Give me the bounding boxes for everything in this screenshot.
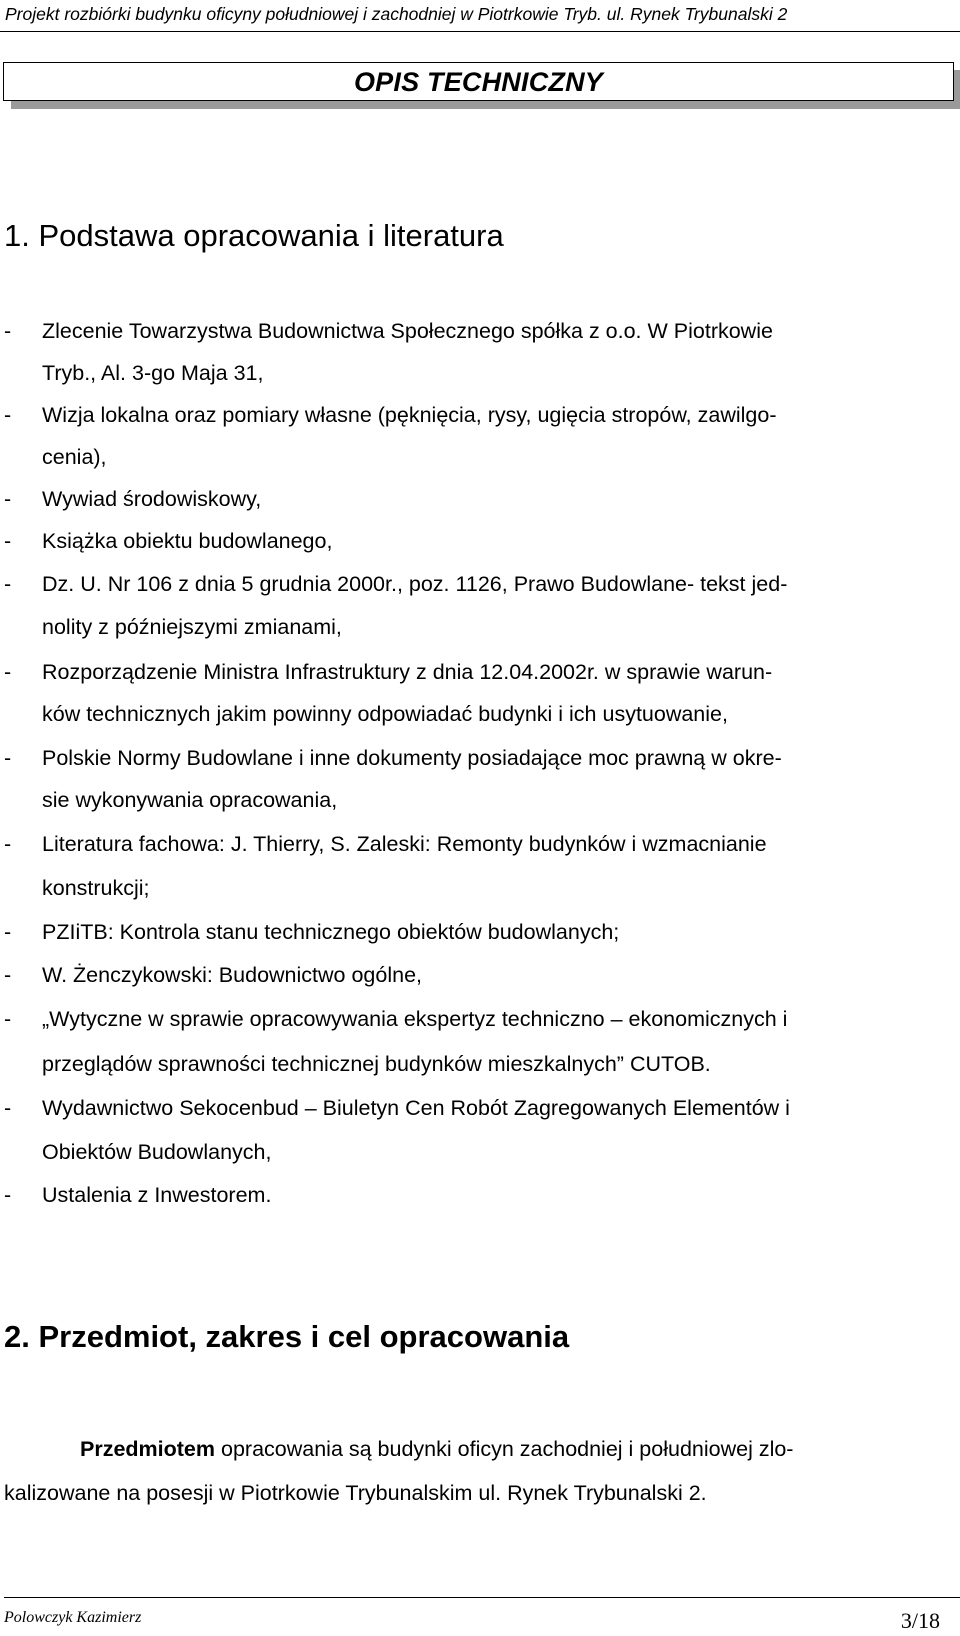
page-number: 3/18 (900, 1608, 940, 1633)
running-header: Projekt rozbiórki budynku oficyny południowej i zachodniej w Piotrkowie Tryb. ul. Rynek Trybunalski 2 (5, 4, 788, 24)
list-item-line: Tryb., Al. 3-go Maja 31, (42, 361, 264, 385)
list-bullet: - (4, 572, 12, 596)
list-item-line: Wizja lokalna oraz pomiary własne (pęknięcia, rysy, ugięcia stropów, zawilgo- (42, 403, 777, 427)
list-item-line: cenia), (42, 445, 107, 469)
paragraph-line-1 (80, 1431, 793, 1467)
list-bullet: - (4, 746, 12, 770)
list-item-line: Wywiad środowiskowy, (42, 487, 262, 511)
list-bullet: - (4, 487, 12, 511)
list-item-line: Ustalenia z Inwestorem. (42, 1183, 272, 1207)
list-bullet: - (4, 403, 12, 427)
list-item-line: Wydawnictwo Sekocenbud – Biuletyn Cen Robót Zagregowanych Elementów i (42, 1096, 790, 1120)
paragraph-line-2: kalizowane na posesji w Piotrkowie Trybunalskim ul. Rynek Trybunalski 2. (4, 1481, 707, 1505)
list-bullet: - (4, 660, 12, 684)
list-item-line: sie wykonywania opracowania, (42, 788, 338, 812)
list-item-line: Obiektów Budowlanych, (42, 1140, 272, 1164)
list-item-line: Zlecenie Towarzystwa Budownictwa Społecznego spółka z o.o. W Piotrkowie (42, 319, 773, 343)
list-bullet: - (4, 1096, 12, 1120)
list-item-line: Książka obiektu budowlanego, (42, 529, 333, 553)
list-item-line: konstrukcji; (42, 876, 150, 900)
list-bullet: - (4, 832, 12, 856)
paragraph-text: opracowania są budynki oficyn zachodniej i południowej zlo- (215, 1437, 794, 1461)
bold-lead-term: Przedmiotem (80, 1437, 216, 1461)
list-bullet: - (4, 319, 12, 343)
section-heading-2: 2. Przedmiot, zakres i cel opracowania (4, 1319, 570, 1354)
title-box (3, 62, 954, 101)
list-item-line: ków technicznych jakim powinny odpowiadać budynki i ich usytuowanie, (42, 702, 728, 726)
list-item-line: W. Żenczykowski: Budownictwo ogólne, (42, 963, 422, 987)
list-bullet: - (4, 1183, 12, 1207)
section-heading-1: 1. Podstawa opracowania i literatura (4, 218, 504, 253)
list-item-line: przeglądów sprawności technicznej budynków mieszkalnych” CUTOB. (42, 1052, 711, 1076)
list-item-line: Polskie Normy Budowlane i inne dokumenty posiadające moc prawną w okre- (42, 746, 782, 770)
document-title: OPIS TECHNICZNY (353, 67, 604, 97)
list-bullet: - (4, 920, 12, 944)
list-item-line: nolity z późniejszymi zmianami, (42, 615, 342, 639)
list-item-line: Literatura fachowa: J. Thierry, S. Zaleski: Remonty budynków i wzmacnianie (42, 832, 767, 856)
list-item-line: Rozporządzenie Ministra Infrastruktury z dnia 12.04.2002r. w sprawie warun- (42, 660, 773, 684)
list-bullet: - (4, 1007, 12, 1031)
list-bullet: - (4, 963, 12, 987)
header-rule (0, 31, 960, 32)
list-item-line: Dz. U. Nr 106 z dnia 5 grudnia 2000r., poz. 1126, Prawo Budowlane- tekst jed- (42, 572, 788, 596)
list-item-line: „Wytyczne w sprawie opracowywania ekspertyz techniczno – ekonomicznych i (42, 1007, 788, 1031)
list-bullet: - (4, 529, 12, 553)
list-item-line: PZIiTB: Kontrola stanu technicznego obiektów budowlanych; (42, 920, 620, 944)
footer-author: Polowczyk Kazimierz (4, 1609, 142, 1626)
footer-rule (4, 1597, 960, 1598)
